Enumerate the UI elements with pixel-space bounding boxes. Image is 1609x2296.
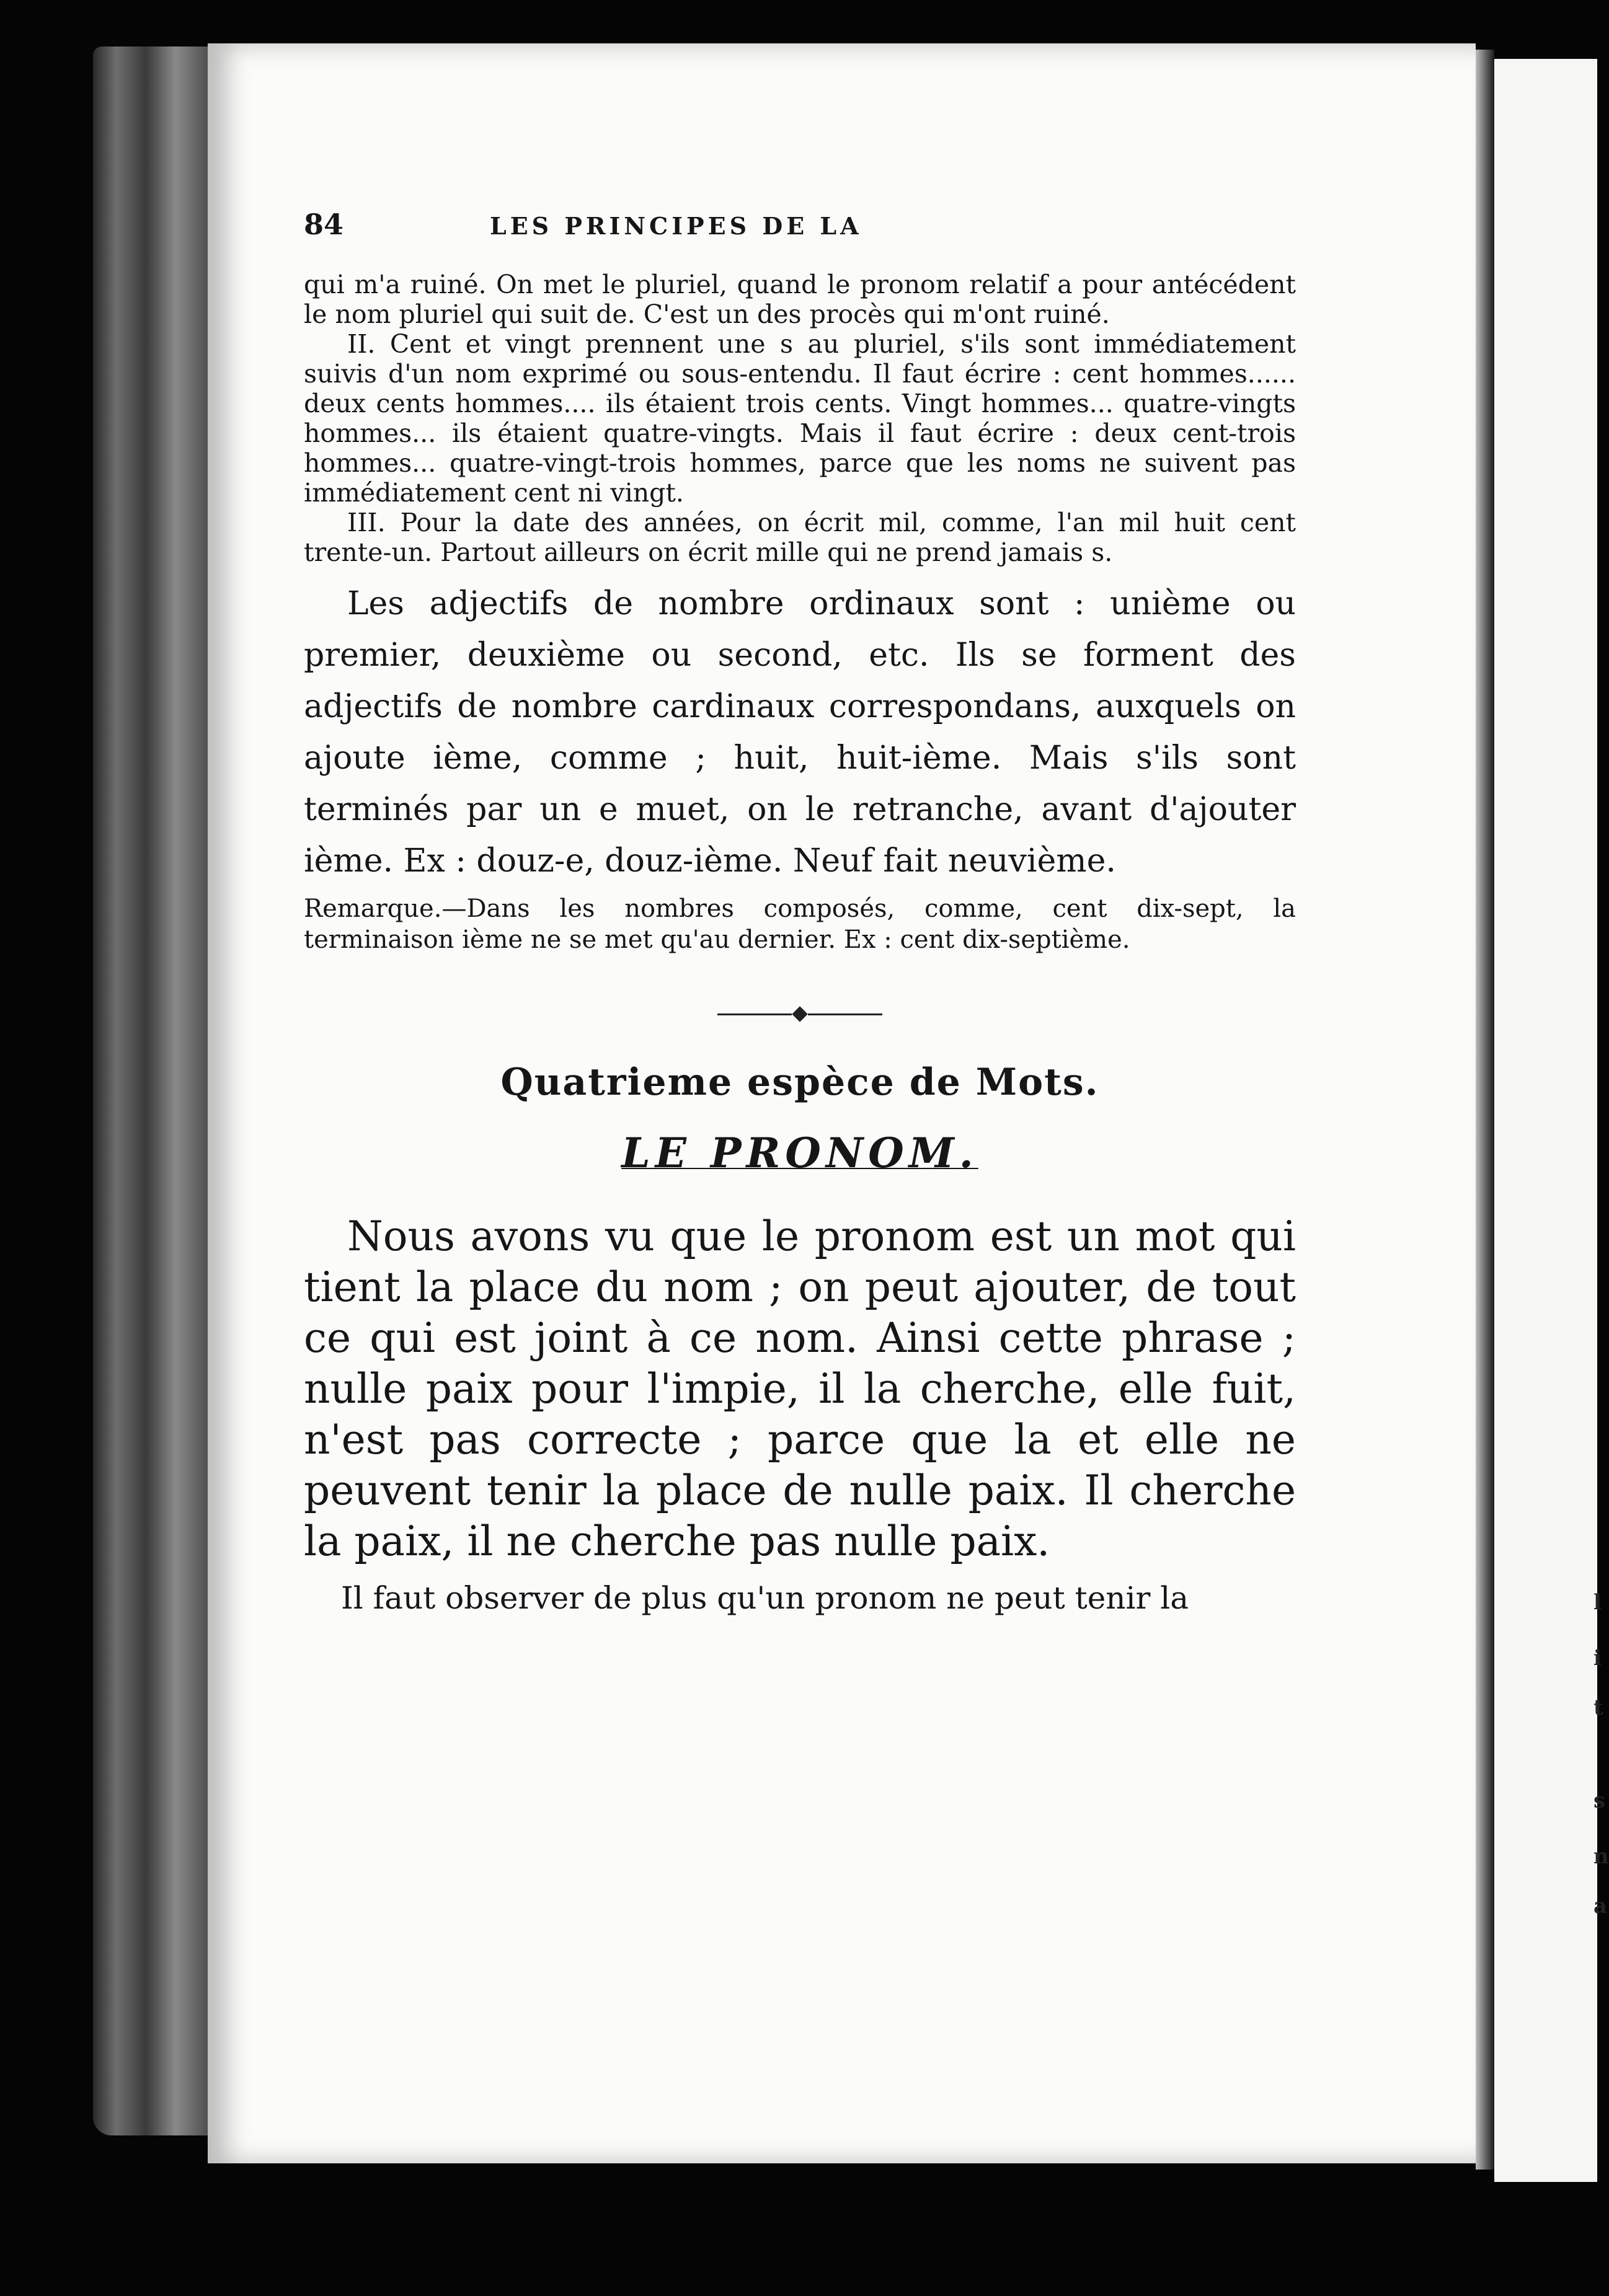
- note-block: [304, 270, 1296, 567]
- section-title: Quatrieme espèce de Mots.: [500, 1061, 1099, 1104]
- ordinal-block: [304, 578, 1296, 887]
- remark-paragraph: Remarque.—Dans les nombres composés, comme, cent dix-sept, la terminaison ième ne se met qu'au dernier. Ex : cent dix-septième.: [304, 894, 1296, 954]
- ordinal-paragraph: Les adjectifs de nombre ordinaux sont : unième ou premier, deuxième ou second, etc. Ils se forment des adjectifs de nombre cardinaux correspondans, auxquels on ajoute ième, comme ; huit, huit-ième. Mais s'ils sont terminés par un e muet, on le retranche, avant d'ajouter ième. Ex : douz-e, douz-ième. Neuf fait neuvième.: [304, 585, 1296, 880]
- note-paragraph: qui m'a ruiné. On met le pluriel, quand le pronom relatif a pour antécédent le nom pluriel qui suit de. C'est un des procès qui m'ont ruiné.: [304, 270, 1296, 329]
- facing-page: [1494, 59, 1609, 2182]
- facing-page-mark: l: [1593, 1590, 1602, 1615]
- facing-page-mark: t: [1593, 1695, 1603, 1720]
- pronoun-paragraph: Nous avons vu que le pronom est un mot qui tient la place du nom ; on peut ajouter, de tout ce qui est joint à ce nom. Ainsi cette phrase ; nulle paix pour l'impie, il la cherche, elle fuit, n'est pas correcte ; parce que la et elle ne peuvent tenir la place de nulle paix. Il cherche la paix, il ne cherche pas nulle paix.: [304, 1212, 1296, 1565]
- running-head: LES PRINCIPES DE LA: [490, 212, 862, 240]
- final-line: Il faut observer de plus qu'un pronom ne peut tenir la: [341, 1580, 1189, 1616]
- note-paragraph: III. Pour la date des années, on écrit mil, comme, l'an mil huit cent trente-un. Partout ailleurs on écrit mille qui ne prend jamais s.: [304, 508, 1296, 567]
- page-number: 84: [304, 208, 344, 241]
- page-content: [304, 208, 1296, 1617]
- chapter-title: LE PRONOM.: [621, 1129, 978, 1177]
- facing-page-mark: i: [1593, 1646, 1602, 1671]
- facing-page-mark: s: [1593, 1788, 1606, 1813]
- facing-page-mark: a: [1593, 1894, 1608, 1918]
- note-paragraph: II. Cent et vingt prennent une s au pluriel, s'ils sont immédiatement suivis d'un nom exprimé ou sous-entendu. Il faut écrire : cent hommes...... deux cents hommes.... ils étaient trois cents. Vingt hommes... quatre-vingts hommes... ils étaient quatre-vingts. Mais il faut écrire : deux cent-trois hommes... quatre-vingt-trois hommes, parce que les noms ne suivent pas immédiatement cent ni vingt.: [304, 329, 1296, 508]
- facing-page-mark: n: [1593, 1844, 1609, 1869]
- pronoun-block: [304, 1211, 1296, 1567]
- book-spine: [93, 46, 211, 2135]
- page-header: [304, 208, 1296, 263]
- page-gutter: [1476, 50, 1494, 2170]
- section-divider: [304, 1002, 1296, 1027]
